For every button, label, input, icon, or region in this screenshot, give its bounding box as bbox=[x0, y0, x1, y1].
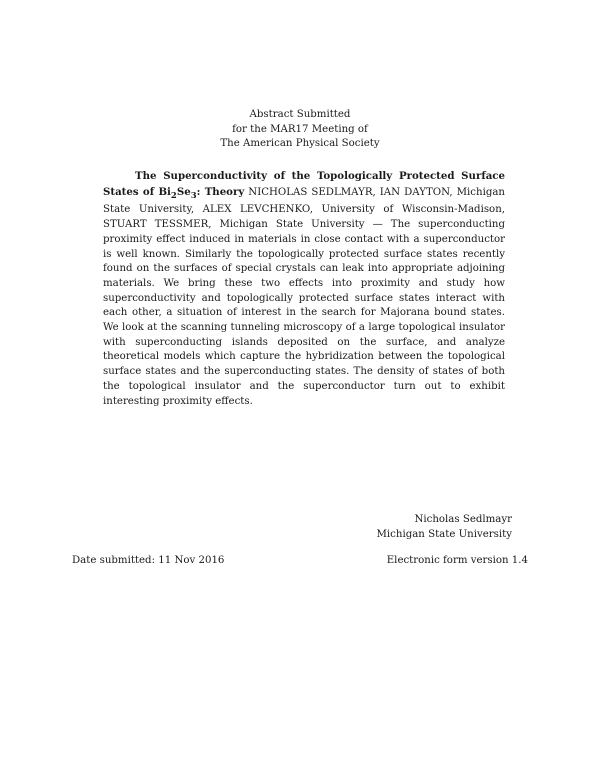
form-version: Electronic form version 1.4 bbox=[386, 555, 528, 566]
title-text-end: : Theory bbox=[196, 185, 245, 198]
header-line-abstract-submitted: Abstract Submitted bbox=[249, 109, 351, 120]
submission-header bbox=[0, 108, 600, 152]
title-subscript-se: 3 bbox=[190, 190, 197, 201]
header-line-meeting: for the MAR17 Meeting of bbox=[232, 123, 368, 135]
header-line-society: The American Physical Society bbox=[220, 138, 380, 149]
title-subscript-bi: 2 bbox=[170, 190, 177, 201]
submitter-signature bbox=[376, 513, 512, 542]
abstract-body: — The superconducting proximity effect induced in materials in close contact with a superconductor is well known. Similarly the topologically protected surface states recently found on the surfaces of special crystals can leak into appropriate adjoining materials. We bring these two effects into proximity and study how superconductivity and topologically protected surface states interact with each other, a situation of interest in the search for Majorana bound states. We look at the scanning tunneling microscopy of a large topological insulator with superconducting islands deposited on the surface, and analyze theoretical models which capture the hybridization between the topological surface states and the superconducting states. The density of states of both the topological insulator and the superconductor turn out to exhibit interesting proximity effects. bbox=[103, 219, 505, 407]
date-submitted: Date submitted: 11 Nov 2016 bbox=[72, 555, 225, 566]
submitter-affiliation: Michigan State University bbox=[376, 528, 512, 540]
abstract-authors: NICHOLAS SEDLMAYR, IAN DAYTON, Michigan State University, ALEX LEVCHENKO, University of Wisconsin-Madison, STUART TESSMER, Michigan State University bbox=[103, 186, 505, 231]
title-text-start: The Superconductivity of the Topologically Protected Surface States of Bi bbox=[103, 170, 505, 198]
abstract-paragraph bbox=[103, 169, 505, 409]
submitter-name: Nicholas Sedlmayr bbox=[414, 514, 512, 525]
title-text-se: Se bbox=[176, 185, 191, 198]
